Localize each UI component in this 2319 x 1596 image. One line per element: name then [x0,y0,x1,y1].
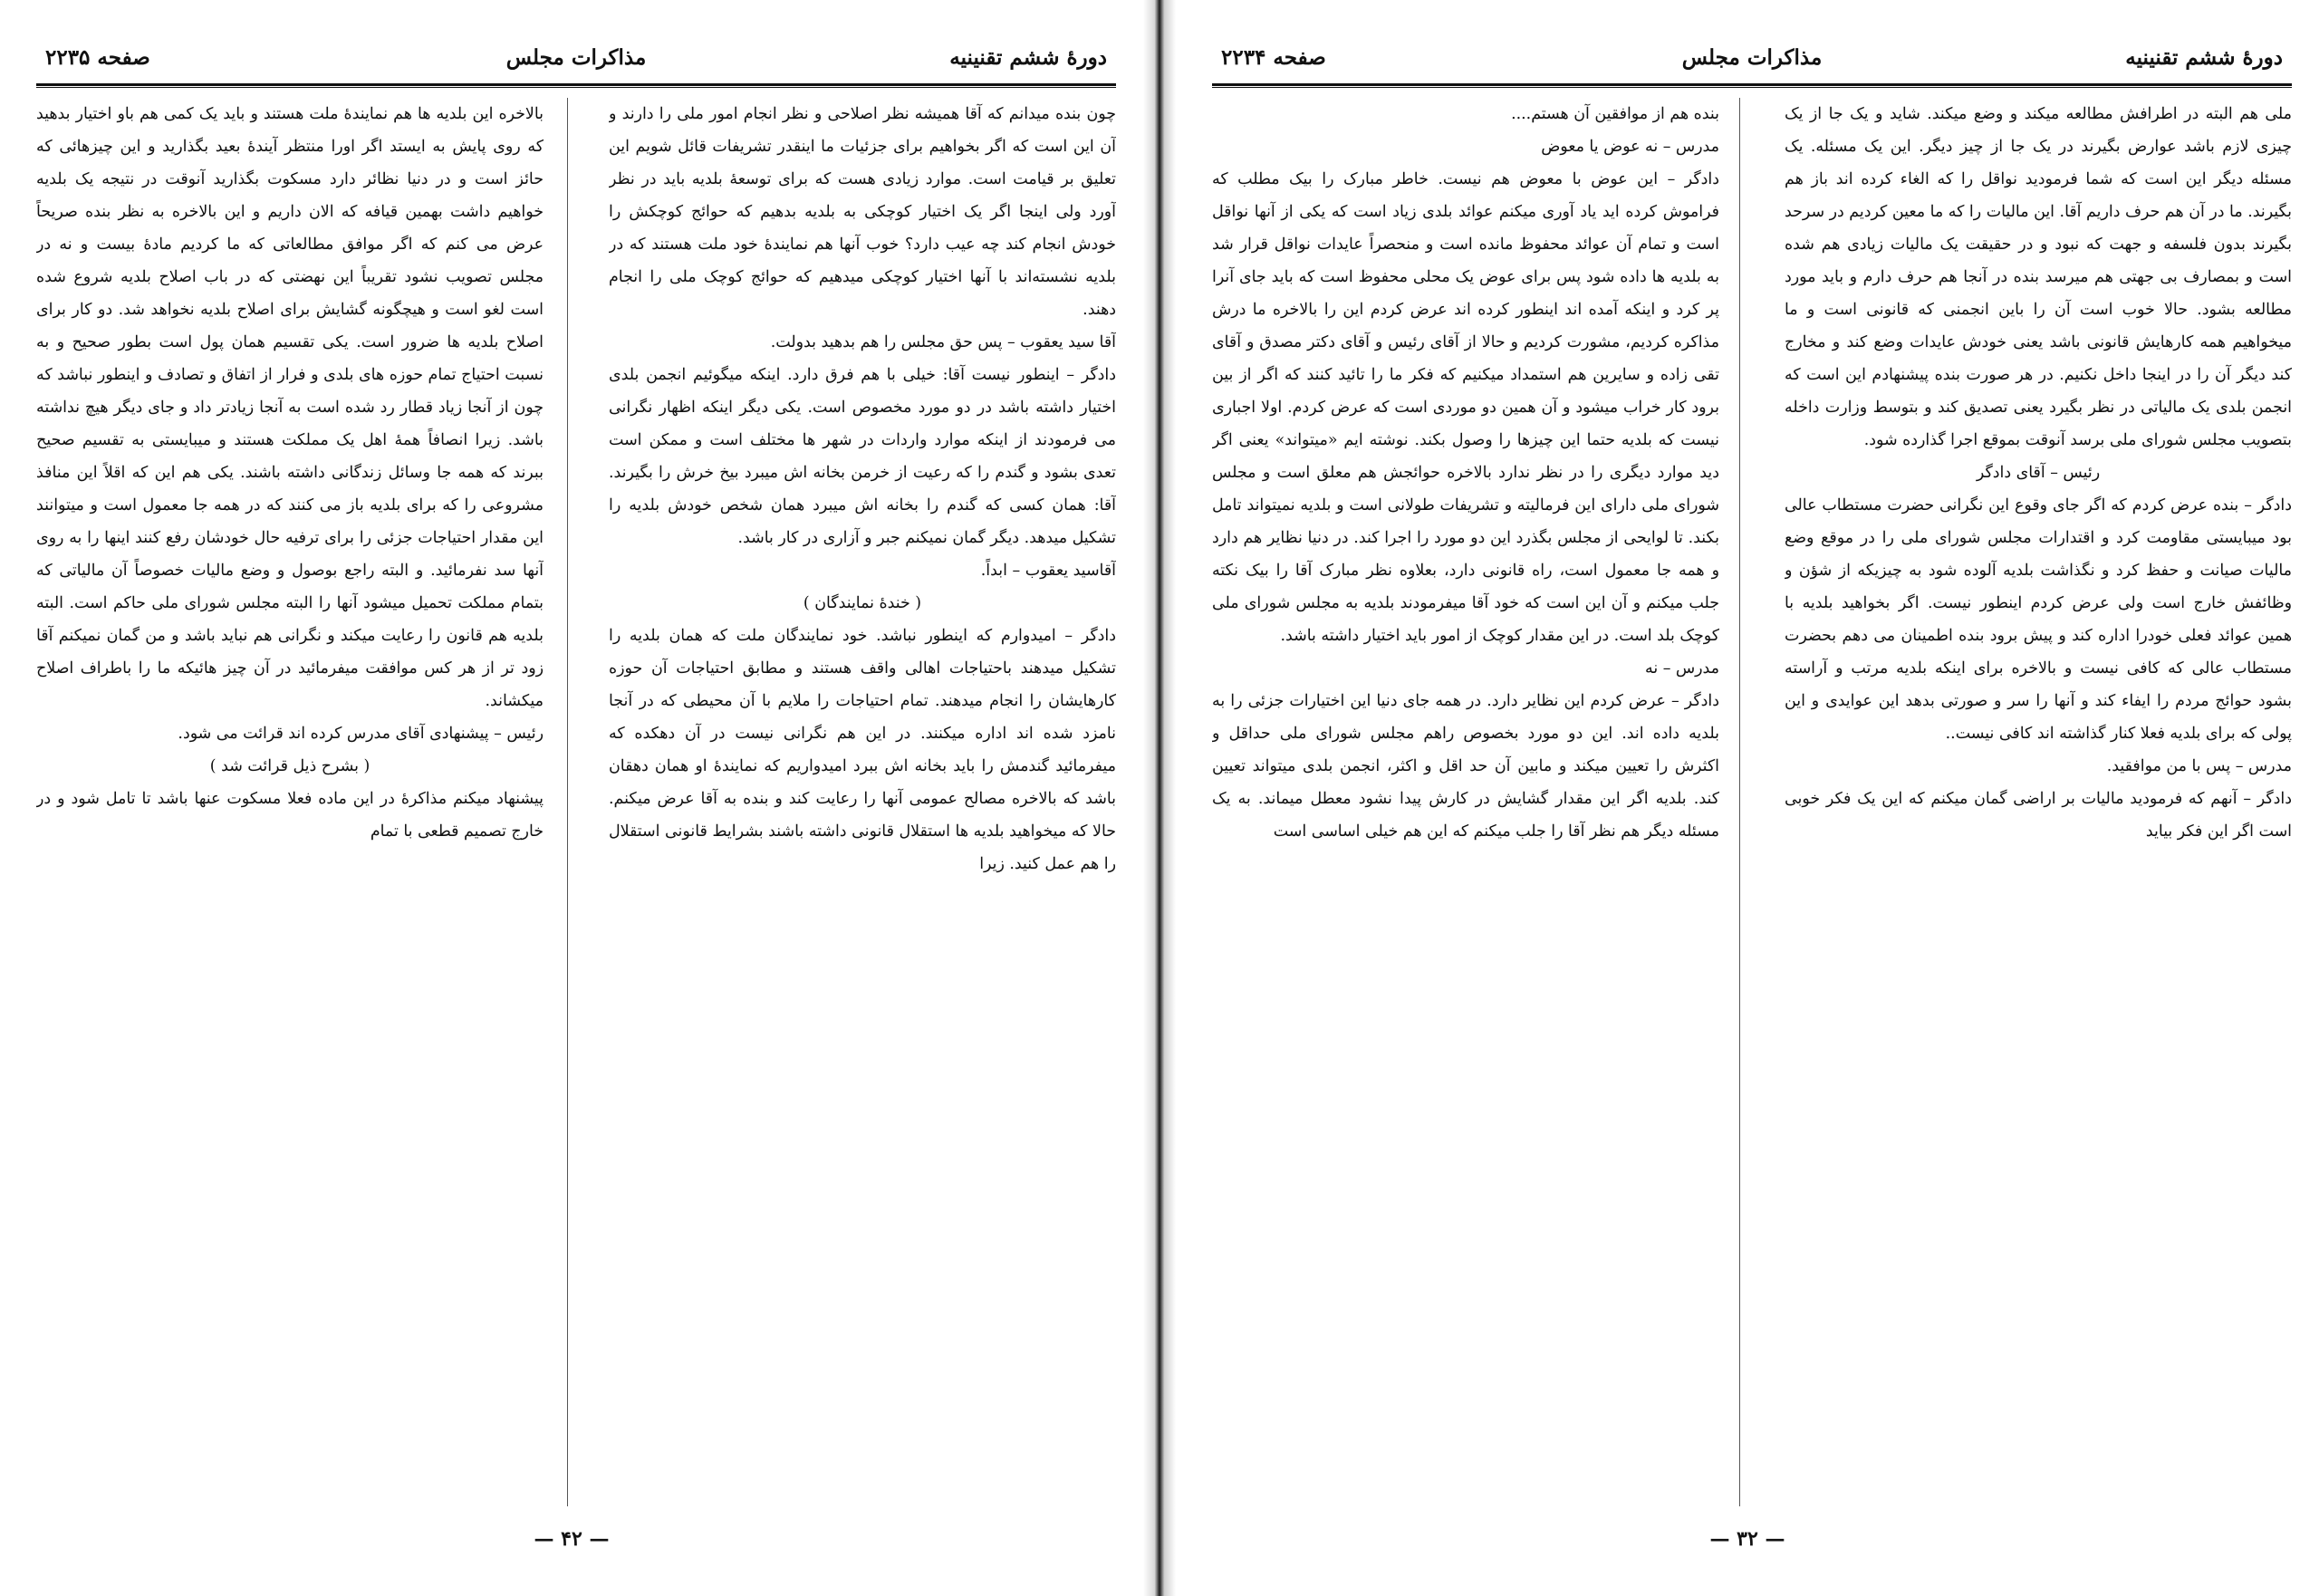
page-footer-number: — ۴۲ — [534,1527,610,1551]
paragraph: ملی هم البته در اطرافش مطالعه میکند و وضع میکند. شاید و یک جا از یک چیزی لازم باشد عوارض بگیرند در یک جا از چیز دیگر. این یک مسئله. یک مسئله دیگر این است که شما فرمودید نواقل را که الغاء کرده اند باز هم بگیرند. ما در آن هم حرف داریم آقا. این مالیات را که ما معین کردیم در سرحد بگیرند بدون فلسفه و جهت که نبود و در حقیقت یک مالیات زیادی هم شده است و بمصارف بی جهتی هم میرسد بنده در آنجا هم حرف دارم و باید مورد مطالعه بشود. حالا خوب است آن را باین انجمنی که قانونی است و ما میخواهیم همه کارهایش قانونی باشد یعنی خودش عایدات وضع کند و مخارج کند دیگر آن را در اینجا داخل نکنیم. در هر صورت بنده پیشنهادم این است که انجمن بلدی یک مالیاتی در نظر بگیرد یعنی تصدیق کند و بتوسط وزارت داخله بتصویب مجلس شورای ملی برسد آنوقت بموقع اجرا گذارده شود. [1785,105,2292,449]
text-column-left [1212,98,1719,1506]
page-2235 [0,0,1143,1596]
stage-note: ( خندهٔ نمایندگان ) [803,594,922,612]
page-2234 [1176,0,2319,1596]
text-column-left [36,98,544,1506]
paragraph: آقا سید یعقوب – پس حق مجلس را هم بدهید بدولت. [770,333,1116,351]
speaker-line: رئیس – آقای دادگر [1976,464,2101,482]
page-number-label: صفحه ۲۲۳۴ [1221,45,1326,70]
book-gutter [1143,0,1176,1596]
text-column-right [609,98,1116,1506]
stage-note: ( بشرح ذیل قرائت شد ) [209,757,370,775]
paragraph: دادگر – عرض کردم این نظایر دارد. در همه جای دنیا این اختیارات جزئی را به بلدیه داده اند. این دو مورد بخصوص راهم مجلس شورای ملی حداقل و اکثرش را تعیین میکند و مابین آن حد اقل و اکثر، انجمن بلدی میتواند تعیین کند. بلدیه اگر این مقدار گشایش در کارش پیدا نشود معطل میماند. به یک مسئله دیگر هم نظر آقا را جلب میکنم که این هم خیلی اساسی است [1212,692,1719,841]
header-rule [36,83,1116,88]
session-label: دورهٔ ششم تقنینیه [2125,45,2283,70]
paragraph: چون بنده میدانم که آقا همیشه نظر اصلاحی و نظر انجام امور ملی را دارند و آن این است که اگر بخواهیم برای جزئیات ما اینقدر تشریفات قائل شویم این تعلیق بر قیامت است. موارد زیادی هست که برای توسعهٔ بلدیه باید در نظر آورد ولی اینجا اگر یک اختیار کوچکی به بلدیه بدهیم که حوائج کوچکش را خودش انجام کند چه عیب دارد؟ خوب آنها هم نمایندهٔ خود ملت هستند که در بلدیه نشسته‌اند با آنها اختیار کوچکی میدهیم که حوائج کوچک ملی را انجام دهند. [609,105,1116,319]
column-divider [567,98,568,1506]
page-header [45,45,1107,89]
paragraph: آقاسید یعقوب – ابداً. [980,562,1116,580]
paragraph: دادگر – این عوض با معوض هم نیست. خاطر مبارک را بیک مطلب که فراموش کرده اید یاد آوری میکنم عوائد بلدی زیاد است که یکی از آنها نواقل است و تمام آن عوائد محفوظ مانده است و منحصراً عایدات نواقل قرار شد به بلدیه ها داده شود پس برای عوض یک محلی محفوظ است که باید جای آنرا پر کرد و اینکه آمده اند اینطور کرده اند عرض کردم این را بالاخره ما درش مذاکره کردیم، مشورت کردیم و حالا از آقای رئیس و آقای دکتر مصدق و آقای تقی زاده و سایرین هم استمداد میکنیم که فکر ما را تائید کنند که اگر از بین برود کار خراب میشود و آن همین دو موردی است که عرض کردم. اولا اجباری نیست که بلدیه حتما این چیزها را وصول بکند. نوشته ایم «میتواند» یعنی اگر دید موارد دیگری را در نظر ندارد بالاخره حوائجش هم معلق است و مجلس شورای ملی دارای این فرمالیته و تشریفات طولانی است و بلدیه نمیتواند تامل بکند. تا لوایحی از مجلس بگذرد این دو مورد را اجرا کند. در دنیا نظایر هم دارد و همه جا معمول است، راه قانونی دارد، بعلاوه نظر مبارک آقا را بیک نکته جلب میکنم و آن این است که خود آقا میفرمودند بلدیه به مجلس شورای ملی کوچک بلد است. در این مقدار کوچک از امور باید اختیار داشته باشد. [1212,170,1719,645]
text-column-right [1785,98,2292,1506]
paragraph: دادگر – امیدوارم که اینطور نباشد. خود نمایندگان ملت که همان بلدیه را تشکیل میدهند باحتیاجات اهالی واقف هستند و مطابق احتیاجات آن حوزه کارهایشان را انجام میدهند. تمام احتیاجات را ملایم با آن محیطی که در آنجا نامزد شده اند اداره میکنند. در این هم نگرانی نیست در آن دهکده که میفرمائید گندمش را باید بخانه اش ببرد امیدواریم که نمایندهٔ او همان دهقان باشد که بالاخره مصالح عمومی آنها را رعایت کند و بنده به آقا عرض میکنم. حالا که میخواهید بلدیه ها استقلال قانونی داشته باشند بشرایط قانونی استقلال را هم عمل کنید. زیرا [609,627,1116,873]
paragraph: پیشنهاد میکنم مذاکرهٔ در این ماده فعلا مسکوت عنها باشد تا تامل شود و در خارج تصمیم قطعی با تمام [36,790,544,841]
paragraph: بنده هم از موافقین آن هستم.... [1511,105,1719,123]
page-number-label: صفحه ۲۲۳۵ [45,45,150,70]
paragraph: مدرس – نه [1645,659,1719,678]
paragraph: مدرس – نه عوض یا معوض [1541,138,1719,156]
paragraph: بالاخره این بلدیه ها هم نمایندهٔ ملت هستند و باید یک کمی هم باو اختیار بدهید که روی پایش به ایستد اگر اورا منتظر آیندهٔ بعید بگذارید و این چیزهائی که حائز است و در دنیا نظائر دارد مسکوت بگذارید آنوقت در نتیجه یک بلدیه خواهیم داشت بهمین قیافه که الان داریم و این بالاخره به نظر بنده صریحاً عرض می کنم که اگر موافق مطالعاتی که ما کردیم مادهٔ بیست و نه در مجلس تصویب نشود تقریباً این نهضتی که در باب اصلاح بلدیه شروع شده است لغو است و هیچگونه گشایش برای اصلاح بلدیه نخواهد شد. دو کار برای اصلاح بلدیه ها ضرور است. یکی تقسیم همان پول است بطور صحیح و به نسبت احتیاج تمام حوزه های بلدی و فرار از اتفاق و تصادف و اینطور نباشد که چون از آنجا زیاد قطار رد شده است به آنجا زیادتر داد و جای دیگر هیچ نداشته باشد. زیرا انصافاً همهٔ اهل یک مملکت هستند و میبایستی به تقسیم صحیح ببرند که همه جا وسائل زندگانی داشته باشند. یکی هم این که اقلاً این منافذ مشروعی را که برای بلدیه باز می کنند که در همه جا معمول است و میتوانند این مقدار احتیاجات جزئی را برای ترفیه حال خودشان رفع کنند اینها را به روی آنها سد نفرمائید. و البته راجع بوصول و وضع مالیات خصوصاً آن مالیاتی که بتمام مملکت تحمیل میشود آنها را البته مجلس شورای ملی حاکم است. البته بلدیه هم قانون را رعایت میکند و نگرانی هم نباید باشد و من گمان نمیکنم آقا زود تر از هر کس موافقت میفرمائید در آن چیز هائیکه ما را باطراف اصلاح میکشاند. [36,105,544,710]
paragraph: دادگر – بنده عرض کردم که اگر جای وقوع این نگرانی حضرت مستطاب عالی بود میبایستی مقاومت کرد و اقتدارات مجلس شورای ملی را در موقع وضع مالیات صیانت و حفظ کرد و نگذاشت بلدیه آلوده شود به چیزیکه از شؤن و وظائفش خارج است ولی عرض کردم اینطور نیست. اگر بخواهید بلدیه با همین عوائد فعلی خودرا اداره کند و پیش برود بنده اطمینان می دهم بحضرت مستطاب عالی که کافی نیست و بالاخره برای اینکه بلدیه مرتب و آراسته بشود حوائج مردم را ایفاء کند و آنها را سر و صورتی بدهد این عوایدی و این پولی که برای بلدیه فعلا کنار گذاشته اند کافی نیست.. [1785,496,2292,743]
paragraph: مدرس – پس با من موافقید. [2106,757,2292,775]
page-header [1221,45,2283,89]
paragraph: رئیس – پیشنهادی آقای مدرس کرده اند قرائت می شود. [178,725,544,743]
column-divider [1739,98,1740,1506]
session-label: دورهٔ ششم تقنینیه [949,45,1107,70]
paragraph: دادگر – آنهم که فرمودید مالیات بر اراضی گمان میکنم که این یک فکر خوبی است اگر این فکر بیاید [1785,790,2292,841]
paragraph: دادگر – اینطور نیست آقا: خیلی با هم فرق دارد. اینکه میگوئیم انجمن بلدی اختیار داشته باشد در دو مورد مخصوص است. یکی دیگر اینکه اظهار نگرانی می فرمودند از اینکه موارد واردات در شهر ها مختلف است و ممکن است تعدی بشود و گندم را که رعیت از خرمن بخانه اش میبرد بیخ خرش را بگیرند. آقا: همان کسی که گندم را بخانه اش میبرد همان شخص خودش بلدیه را تشکیل میدهد. دیگر گمان نمیکنم جبر و آزاری در کار باشد. [609,366,1116,547]
page-title: مذاکرات مجلس [1681,45,1823,70]
header-rule [1212,83,2292,88]
page-footer-number: — ۳۲ — [1709,1527,1785,1551]
page-title: مذاکرات مجلس [505,45,647,70]
